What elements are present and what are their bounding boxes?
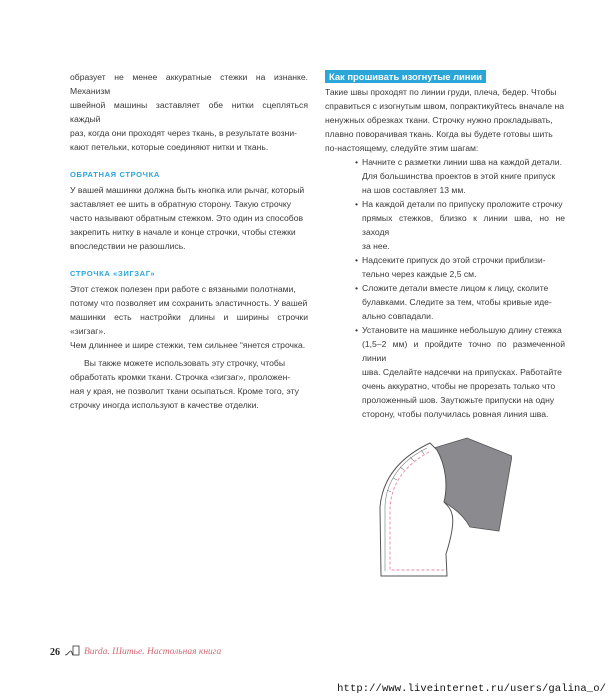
reverse-stitch-heading: ОБРАТНАЯ СТРОЧКА [70, 170, 160, 179]
source-watermark: http://www.liveinternet.ru/users/galina_o/ [337, 683, 606, 695]
steps-list [355, 155, 565, 421]
text-line: впоследствии не разошлись. [70, 241, 186, 251]
text-line: ненужных обрезках ткани. Строчку нужно прокладывать, [325, 115, 553, 125]
text-line: ная у края, не позволит ткани осыпаться. Кроме того, эту [70, 386, 299, 396]
text-line: потому что позволяет им сохранить эластичность. У вашей [70, 298, 308, 308]
zigzag-paragraph-2 [70, 356, 308, 412]
text-line: обработать кромки ткани. Строчка «зигзаг», проложен- [70, 372, 291, 382]
list-item: • Начните с разметки линии шва на каждой детали. Для большинства проектов в этой книге припуск на шов составляет 13 мм. [355, 155, 565, 197]
text-line: справиться с изогнутым швом, попрактикуйтесь вначале на [325, 101, 564, 111]
text-line: Чем длиннее и шире стежки, тем сильнее “янется строчка. [70, 340, 306, 350]
text-line: плавно поворачивая ткань. Когда вы будете готовы шить [325, 129, 553, 139]
list-item: • Сложите детали вместе лицом к лицу, сколите булавками. Следите за тем, чтобы кривые иде- ально совпадали. [355, 281, 565, 323]
zigzag-paragraph-1 [70, 282, 308, 352]
zigzag-heading: СТРОЧКА «ЗИГЗАГ» [70, 269, 156, 278]
text-line: раз, когда они проходят через ткань, в результате возни- [70, 128, 298, 138]
list-item: • Надсеките припуск до этой строчки приблизи- тельно через каждые 2,5 см. [355, 253, 565, 281]
text-line: кают петельки, которые соединяют нитки и ткань. [70, 142, 269, 152]
left-column [70, 70, 308, 412]
text-line: закрепить нитку в начале и конце строчки, чтобы стежки [70, 227, 296, 237]
text-line: Вы также можете использовать эту строчку, чтобы [84, 358, 286, 368]
curved-seams-banner: Как прошивать изогнутые линии [325, 70, 486, 83]
white-fabric-piece [380, 443, 453, 576]
list-item: • Установите на машинке небольшую длину стежка (1,5–2 мм) и пройдите точно по размеченной линии шва. Сделайте надсечки на припусках. Работайте очень аккуратно, чтобы не прорезать только что проложенный шов. Заутюжьте припуски на одну сторону, чтобы получилась ровная линия шва. [355, 323, 565, 421]
curved-seam-illustration [372, 436, 512, 581]
needle-icon [64, 645, 80, 659]
page-footer [50, 645, 221, 659]
text-line: образует не менее аккуратные стежки на изнанке. Механизм [70, 72, 308, 96]
list-item: • На каждой детали по припуску проложите строчку прямых стежков, близко к линии шва, но не заходя за нее. [355, 197, 565, 253]
text-line: Такие швы проходят по линии груди, плеча, бедер. Чтобы [325, 87, 557, 97]
text-line: по-настоящему, следуйте этим шагам: [325, 143, 479, 153]
text-line: заставляет ее шить в обратную сторону. Такую строчку [70, 199, 292, 209]
text-line: часто называют обратным стежком. Это один из способов [70, 213, 304, 223]
curved-seam-svg [372, 436, 512, 581]
text-line: швейной машины заставляет обе нитки сцепляться каждый [70, 100, 308, 124]
curved-seams-intro [325, 85, 565, 155]
text-line: У вашей машинки должна быть кнопка или рычаг, который [70, 185, 305, 195]
text-line: машинки есть настройки длины и ширины строчки «зигзаг». [70, 312, 308, 336]
page-number: 26 [50, 646, 60, 658]
text-line: строчку иногда используют в качестве отделки. [70, 400, 259, 410]
book-title: Burda. Шитье. Настольная книга [84, 647, 222, 657]
right-column [325, 70, 565, 421]
intro-paragraph [70, 70, 308, 154]
text-line: Этот стежок полезен при работе с вязаными полотнами, [70, 284, 296, 294]
reverse-stitch-paragraph [70, 183, 308, 253]
